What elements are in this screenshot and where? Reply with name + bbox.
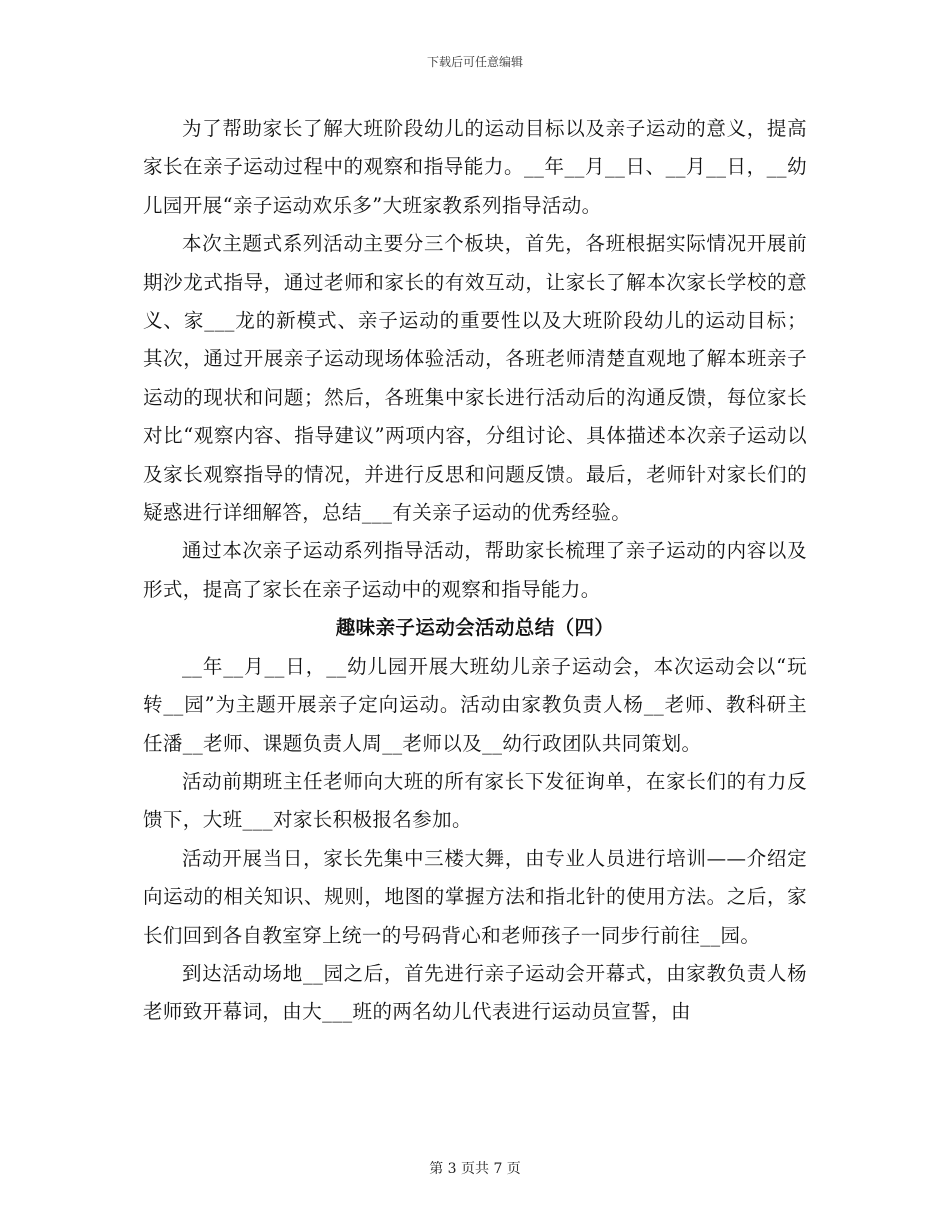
paragraph: 本次主题式系列活动主要分三个板块，首先，各班根据实际情况开展前期沙龙式指导，通过老师和家长的有效互动，让家长了解本次家长学校的意义、家___龙的新模式、亲子运动的重要性以及大班阶段幼儿的运动目标；其次，通过开展亲子运动现场体验活动，各班老师清楚直观地了解本班亲子运动的现状和问题；然后，各班集中家长进行活动后的沟通反馈，每位家长对比“观察内容、指导建议”两项内容，分组讨论、具体描述本次亲子运动以及家长观察指导的情况，并进行反思和问题反馈。最后，老师针对家长们的疑惑进行详细解答，总结___有关亲子运动的优秀经验。: [143, 232, 807, 525]
paragraph: 为了帮助家长了解大班阶段幼儿的运动目标以及亲子运动的意义，提高家长在亲子运动过程中的观察和指导能力。__年__月__日、__月__日，__幼儿园开展“亲子运动欢乐多”大班家教系列指导活动。: [143, 117, 807, 217]
paragraph: 活动前期班主任老师向大班的所有家长下发征询单，在家长们的有力反馈下，大班___对家长积极报名参加。: [143, 769, 807, 832]
header-note: 下载后可任意编辑: [426, 55, 523, 69]
page-number: 第 3 页共 7 页: [429, 1161, 521, 1177]
section-title: 趣味亲子运动会活动总结（四）: [335, 616, 615, 640]
paragraph: 到达活动场地__园之后，首先进行亲子运动会开幕式，由家教负责人杨老师致开幕词，由大___班的两名幼儿代表进行运动员宣誓，由: [143, 961, 807, 1024]
document-body: [143, 110, 807, 1032]
paragraph: 活动开展当日，家长先集中三楼大舞，由专业人员进行培训——介绍定向运动的相关知识、规则，地图的掌握方法和指北针的使用方法。之后，家长们回到各自教室穿上统一的号码背心和老师孩子一同步行前往__园。: [143, 846, 807, 947]
paragraph: 通过本次亲子运动系列指导活动，帮助家长梳理了亲子运动的内容以及形式，提高了家长在亲子运动中的观察和指导能力。: [143, 539, 807, 601]
paragraph: __年__月__日，__幼儿园开展大班幼儿亲子运动会，本次运动会以“玩转__园”为主题开展亲子定向运动。活动由家教负责人杨__老师、教科研主任潘__老师、课题负责人周__老师以及__幼行政团队共同策划。: [143, 654, 807, 755]
